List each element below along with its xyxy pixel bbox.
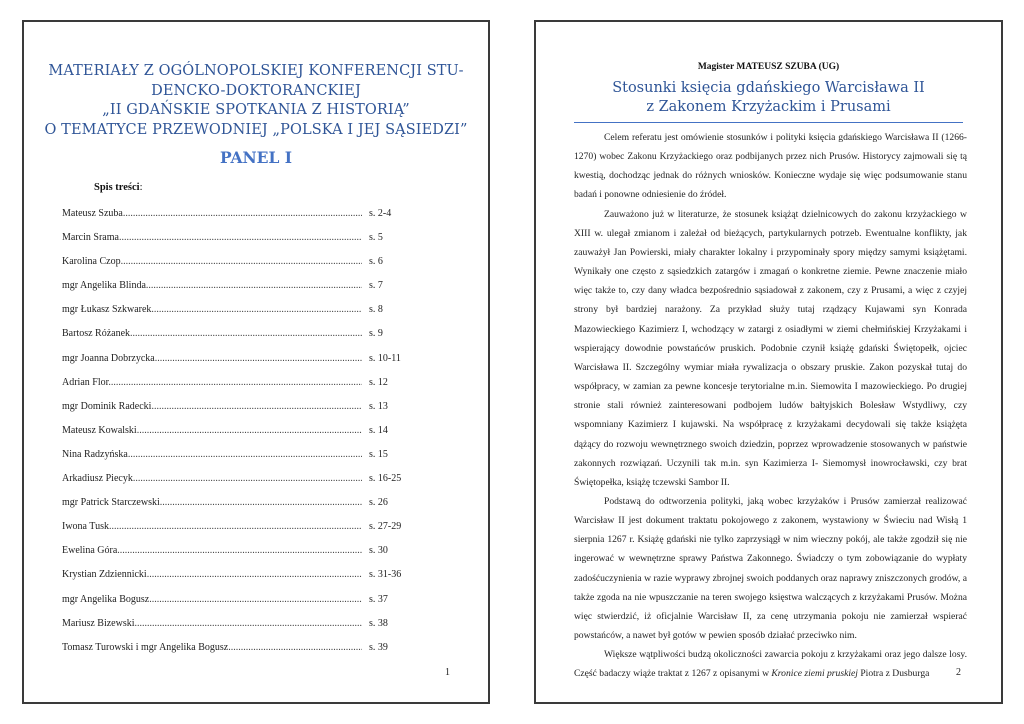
toc-entry[interactable] [62, 208, 452, 232]
toc-page-range: s. 39 [369, 641, 388, 653]
toc-entry[interactable] [62, 328, 452, 352]
toc-page-range: s. 12 [369, 376, 388, 388]
paragraph: Większe wątpliwości budzą okoliczności zawarcia pokoju z krzyżakami oraz jego dalsze losy. Część badaczy wiąże traktat z 1267 z opisanymi w Kronice ziemi pruskiej Piotra z Dusburga [574, 649, 967, 680]
toc-author: Iwona Tusk ..... [62, 521, 362, 532]
toc-entry[interactable] [62, 642, 452, 666]
toc-entry[interactable] [62, 353, 452, 377]
article-title-line: z Zakonem Krzyżackim i Prusami [646, 99, 891, 115]
paragraph: Podstawą do odtworzenia polityki, jaką wobec krzyżaków i Prusów zamierzał realizować Warcisław II jest dokument traktatu pokojowego z zakonem, wystawiony w Świeciu nad Wisłą 1 sierpnia 1267 r. Książę gdański nie tylko zaprzysiągł w nim wieczny pokój, ale także zgodził się nie ingerować w wewnętrzne sprawy Państwa Zakonnego. Świadczy o tym zobowiązanie do wypłaty zadośćuczynienia w razie wyprawy zbrojnej swoich poddanych oraz naprawy zniszczonych grodów, a także zgoda na nie wpuszczanie na teren swojego księstwa walczących z krzyżakami Prusów. Można więc stwierdzić, iż oficjalnie Warcisław II, za cenę utrzymania pokoju nie zamierzał wspierać powstańców, a nawet był gotów w pewien sposób działać przeciwko nim. [574, 495, 967, 642]
title-line: MATERIAŁY Z OGÓLNOPOLSKIEJ KONFERENCJI STU- [48, 63, 464, 79]
paragraph: Zauważono już w literaturze, że stosunek książąt dzielnicowych do zakonu krzyżackiego w XIII w. ulegał zmianom i zależał od bieżących, partykularnych potrzeb. Ewentualne konflikty, jak zauważył Jan Powierski, miały charakter lokalny i przypominały spory między samymi książętami. Wynikały one często z sąsiedzkich zatargów i zmagań o konkretne ziemie. Pewne znaczenie miało więc także to, czy dany władca bezpośrednio sąsiadował z zakonem, czy z Prusami, a więc z czyjej strony był bardziej narażony. Za przykład służy tutaj rządzący Kujawami syn Konrada Mazowieckiego Kazimierz I, wchodzący w zatargi z osiadłymi w ziemi chełmińskiej Krzyżakami i wspierający dowodnie powstańców pruskich. Podobnie czynił książę gdański Świętopełk, ojciec Warcisława II. Szczególny wymiar miała rywalizacja o obszary pruskie. Zakon pozyskał tutaj do współpracy, w zamian za pewne koncesje terytorialne m.in. Siemowita I mazowieckiego. Po drugiej stronie stali również zainteresowani podbojem ludów bałtyjskich Bolesław Wstydliwy, czy wspomniany Kazimierz I kujawski. Na współpracę z krzyżakami decydowali się także książęta dążący do rozwoju wewnętrznego swoich dziedzin, poprzez wprowadzenie stosowanych w państwie zakonnych rozwiązań. Uczynili tak m.in. syn Kazimierza I- Siemomysł inowrocławski, czy brat Świętopełka, książę tczewski Sambor II. [574, 208, 967, 488]
left-page [22, 20, 490, 704]
toc-page-range: s. 8 [369, 304, 383, 316]
toc-page-range: s. 2-4 [369, 208, 392, 219]
page-number: 2 [956, 667, 961, 678]
toc-page-range: s. 9 [369, 328, 383, 340]
toc-author: mgr Angelika Blinda ..... [62, 280, 362, 291]
toc-author: Arkadiusz Piecyk ..... [62, 473, 362, 484]
toc-heading-colon: : [139, 182, 143, 193]
article-title [536, 79, 1001, 117]
table-of-contents [62, 208, 452, 666]
toc-author: Karolina Czop ..... [62, 256, 362, 267]
toc-entry[interactable] [62, 618, 452, 642]
toc-page-range: s. 37 [369, 593, 388, 605]
toc-page-range: s. 13 [369, 400, 388, 412]
toc-page-range: s. 31-36 [369, 569, 402, 581]
toc-page-range: s. 15 [369, 448, 388, 460]
toc-page-range: s. 5 [369, 232, 383, 244]
paragraph: Celem referatu jest omówienie stosunków i polityki księcia gdańskiego Warcisława II (1266-1270) wobec Zakonu Krzyżackiego oraz podbijanych przez nich Prusów. Historycy zajmowali się tą kwestią, dochodząc jednak do różnych wniosków. Konieczne wydaje się więc podsumowanie stanu badań i ponowne odniesienie do źródeł. [574, 132, 967, 201]
toc-page-range: s. 7 [369, 280, 383, 292]
toc-entry[interactable] [62, 256, 452, 280]
toc-author: mgr Joanna Dobrzycka ..... [62, 353, 362, 364]
toc-author: Mateusz Kowalski ..... [62, 425, 362, 436]
toc-author: Ewelina Góra ..... [62, 545, 362, 556]
right-page [534, 20, 1003, 704]
toc-entry[interactable] [62, 569, 452, 593]
toc-heading-label: Spis treści [94, 182, 140, 193]
toc-author: Bartosz Różanek ..... [62, 328, 362, 339]
toc-entry[interactable] [62, 377, 452, 401]
toc-page-range: s. 30 [369, 545, 388, 557]
toc-entry[interactable] [62, 449, 452, 473]
toc-entry[interactable] [62, 232, 452, 256]
title-line: „II GDAŃSKIE SPOTKANIA Z HISTORIĄ” [102, 102, 410, 118]
toc-author: Mariusz Bizewski ..... [62, 618, 362, 629]
toc-page-range: s. 14 [369, 424, 388, 436]
toc-author: Adrian Flor ..... [62, 377, 362, 388]
toc-entry[interactable] [62, 521, 452, 545]
toc-page-range: s. 16-25 [369, 473, 402, 485]
article-title-line: Stosunki księcia gdańskiego Warcisława II [612, 80, 925, 96]
toc-author: Marcin Śrama ..... [62, 232, 362, 243]
toc-author: mgr Patrick Starczewski ..... [62, 497, 362, 508]
title-line: DENCKO-DOKTORANCKIEJ [151, 82, 361, 99]
toc-author: mgr Dominik Radecki ..... [62, 401, 362, 412]
toc-entry[interactable] [62, 473, 452, 497]
toc-page-range: s. 6 [369, 256, 383, 268]
toc-entry[interactable] [62, 401, 452, 425]
toc-entry[interactable] [62, 425, 452, 449]
toc-entry[interactable] [62, 280, 452, 304]
toc-entry[interactable] [62, 304, 452, 328]
article-body [574, 128, 967, 684]
title-divider [574, 122, 963, 123]
toc-page-range: s. 26 [369, 497, 388, 509]
toc-author: Nina Radzyńska ..... [62, 449, 362, 460]
toc-author: Krystian Zdziennicki ..... [62, 569, 362, 580]
toc-heading [94, 182, 143, 193]
book-title: Kronice ziemi pruskiej [771, 668, 858, 680]
toc-entry[interactable] [62, 497, 452, 521]
panel-heading: PANEL I [219, 148, 293, 167]
article-author: Magister MATEUSZ SZUBA (UG) [697, 62, 840, 72]
conference-title [44, 62, 468, 140]
toc-page-range: s. 27-29 [369, 521, 402, 533]
toc-page-range: s. 38 [369, 617, 388, 629]
toc-author: mgr Angelika Bogusz ..... [62, 594, 362, 605]
toc-author: mgr Łukasz Szkwarek ..... [62, 304, 362, 315]
toc-entry[interactable] [62, 545, 452, 569]
title-line: O TEMATYCE PRZEWODNIEJ „POLSKA I JEJ SĄSIEDZI” [44, 121, 468, 138]
toc-page-range: s. 10-11 [369, 352, 401, 364]
page-number: 1 [445, 667, 450, 678]
toc-author: Mateusz Szuba ..... [62, 208, 362, 219]
toc-entry[interactable] [62, 594, 452, 618]
toc-author: Tomasz Turowski i mgr Angelika Bogusz ..... [62, 642, 362, 653]
